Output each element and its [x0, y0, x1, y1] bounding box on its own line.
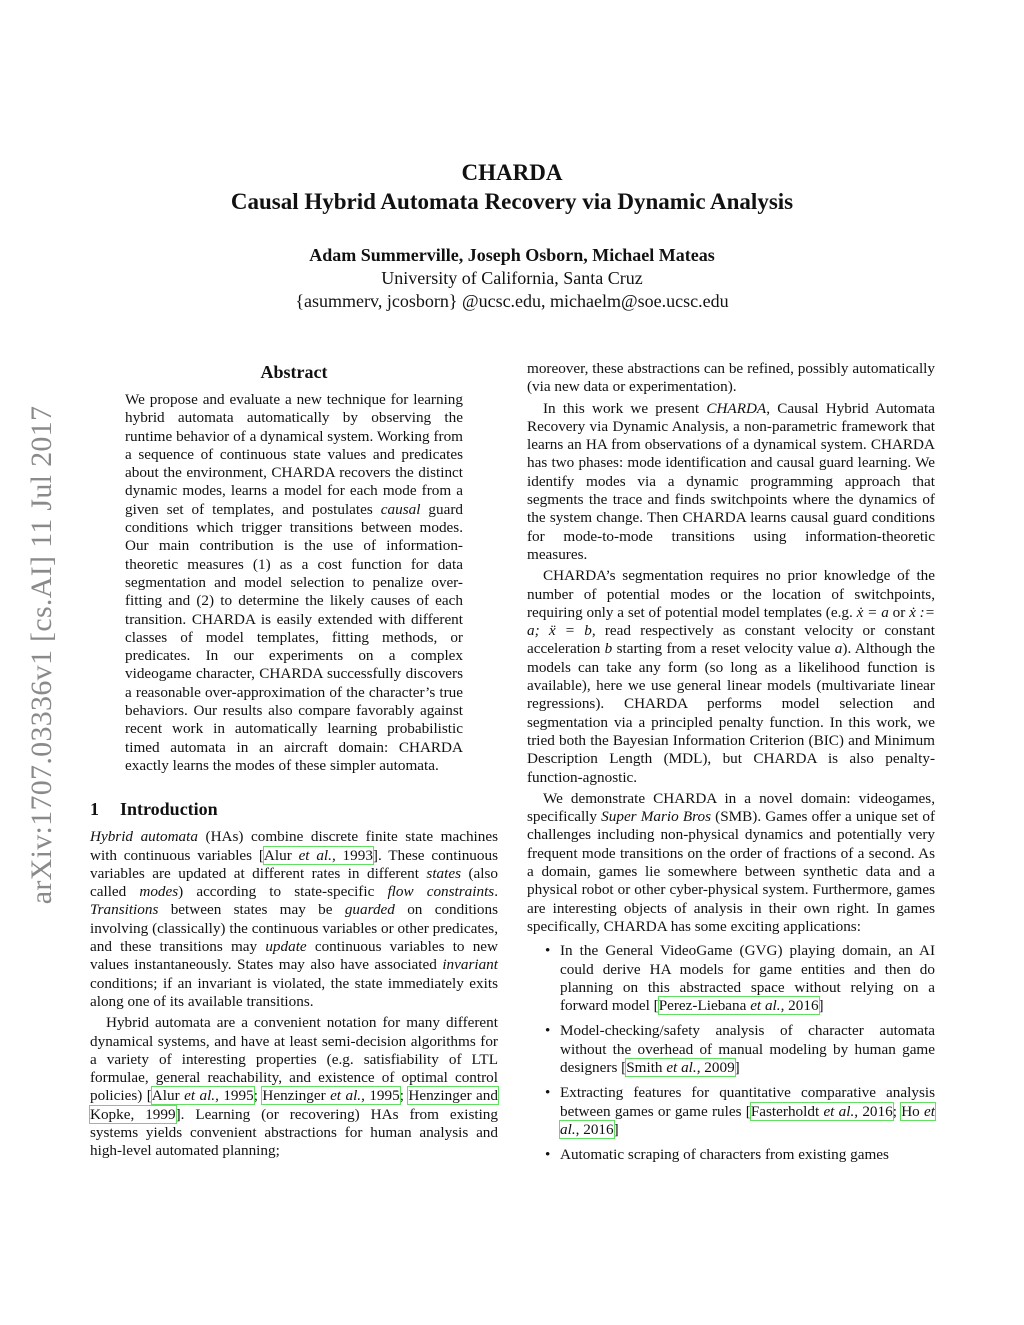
citation-author: Perez-Liebana	[658, 997, 751, 1015]
paragraph-text: Hybrid automata are a convenient notation for many different dynamical systems, and have at least semi-decision algorithms for a variety of interesting properties (e.g. satisfiability of LTL formulae, general reachability, and existence of optimal control policies) [	[90, 1014, 498, 1105]
right-paragraph-1	[527, 400, 935, 565]
paragraph-text: ]. Learning (or recovering) HAs from existing systems yields convenient abstractions for human analysis and high-level automated planning;	[90, 1105, 498, 1160]
citation-etal: et al.	[560, 1102, 935, 1138]
paragraph-text: ]. These continuous variables are updated at different rates in different	[90, 846, 498, 882]
paragraph-text: (HAs) combine discrete finite state machines with continuous variables [	[90, 828, 499, 864]
citation-etal: et al.	[184, 1087, 216, 1105]
citation-etal: et al.	[823, 1102, 855, 1120]
citation-year: , 1995	[215, 1087, 254, 1105]
applications-list	[527, 942, 935, 1164]
author-names: Adam Summerville, Joseph Osborn, Michael Mateas	[309, 245, 715, 265]
paragraph-text: In this work we present	[543, 399, 707, 417]
term-emphasis: states	[426, 864, 462, 882]
paragraph-text: , Causal Hybrid Automata Recovery via Dynamic Analysis, a non-parametric framework that learns an HA from observations of a dynamical system. CHARDA has two phases: mode identification and causal guard learning. We identify modes via a dynamic programming approach that segments the trace and finds switchpoints where the dynamics of the system change. Then CHARDA learns causal guard conditions for mode-to-mode transitions using information-theoretic measures.	[527, 399, 935, 563]
citation-separator: ;	[399, 1087, 409, 1105]
list-item-text: Extracting features for quantitative comparative analysis between games or game rules [	[560, 1084, 935, 1120]
list-item-text: ]	[818, 997, 824, 1015]
section-title: Introduction	[120, 799, 218, 820]
citation-link[interactable]	[751, 1103, 893, 1120]
title-line-1: CHARDA	[461, 160, 563, 185]
right-paragraph-3	[527, 790, 935, 936]
bullet-icon: •	[545, 942, 551, 960]
paragraph-text: starting from a reset velocity value	[612, 640, 835, 658]
paragraph-text: ) according to state-specific	[178, 883, 388, 901]
paragraph-text: CHARDA’s segmentation requires no prior knowledge of the number of potential modes or the location of switchpoints, requiring only a set of potential model templates (e.g.	[527, 567, 935, 621]
list-item	[527, 942, 935, 1015]
citation-link[interactable]: Henzinger and Kopke, 1999	[90, 1087, 498, 1123]
citation-author: Alur	[151, 1087, 185, 1105]
abstract-text-part: We propose and evaluate a new technique for learning hybrid automata automatically by observing the runtime behavior of a dynamical system. Working from a sequence of continuous state values and predicates about the environment, CHARDA recovers the distinct dynamic modes, learns a model for each mode from a given set of templates, and postulates	[125, 391, 463, 518]
paragraph-text: (also called	[90, 864, 498, 901]
intro-paragraph-1	[90, 828, 498, 1011]
list-item-text: Automatic scraping of characters from existing games	[560, 1146, 889, 1164]
section-heading-introduction	[90, 798, 498, 820]
term-emphasis: Transitions	[90, 901, 159, 919]
paragraph-text: (SMB). Games offer a unique set of challenges including non-physical dynamics and potentially very frequent mode transitions on the order of fractions of a second. As a domain, games lie somewhere between synthetic data and a physical robot or other cyber-physical system. Furthermore, games are interesting objects of analysis in their own right. In games specifically, CHARDA has some exciting applications:	[527, 808, 936, 935]
intro-paragraph-2	[90, 1014, 498, 1160]
affiliation: University of California, Santa Cruz	[381, 268, 643, 288]
citation-author: Fasterholdt	[750, 1102, 824, 1120]
citation-etal: al.	[345, 1087, 362, 1105]
term-emphasis: update	[265, 938, 307, 956]
email-line: {asummerv, jcosborn} @ucsc.edu, michaelm@soe.ucsc.edu	[295, 291, 729, 311]
right-paragraph-2	[527, 567, 935, 787]
citation-year: , 2016	[780, 997, 819, 1015]
citation-separator: ;	[253, 1087, 263, 1105]
citation-link[interactable]	[262, 1087, 399, 1104]
math-expression: a	[834, 640, 843, 658]
list-item	[527, 1146, 935, 1164]
paragraph-text: .	[494, 883, 499, 901]
abstract-text-part: guard conditions which trigger transitions between modes. Our main contribution is the use of information-theoretic measures (1) as a cost function for data segmentation and model selection to penalize over-fitting and (2) to determine the likely causes of each transition. CHARDA is easily extended with different classes of model templates, fitting methods, or predicates. In our experiments on a complex videogame character, CHARDA successfully discovers a reasonable over-approximation of the character’s true behaviors. Our results also compare favorably against recent work in automatically learning probabilistic timed automata in an aircraft domain: CHARDA exactly learns the modes of these simpler automata.	[125, 500, 463, 774]
list-item-text: ]	[734, 1058, 740, 1076]
abstract-text	[90, 391, 498, 775]
paragraph-text: on conditions involving (classically) the continuous variables or other predicates, and these transitions may	[90, 901, 499, 956]
paragraph-text: between states may be	[158, 901, 345, 919]
citation-year: , 2016	[575, 1120, 614, 1138]
citation-link[interactable]	[264, 847, 373, 864]
citation-author: Henzinger	[262, 1087, 331, 1105]
term-emphasis: Hybrid automata	[90, 828, 198, 846]
term-emphasis: Super Mario Bros	[601, 808, 711, 826]
term-emphasis: modes	[139, 883, 179, 901]
section-number: 1	[90, 799, 99, 820]
bullet-icon: •	[545, 1146, 551, 1164]
paper-title	[0, 158, 1024, 216]
paragraph-text: or	[888, 603, 910, 621]
list-item-text: ]	[613, 1120, 619, 1138]
title-line-2: Causal Hybrid Automata Recovery via Dynamic Analysis	[230, 189, 794, 214]
list-item-text: In the General VideoGame (GVG) playing domain, an AI could derive HA models for game entities and then do planning on this abstracted space without relying on a forward model [	[560, 942, 935, 1015]
paragraph-text: ). Although the models can take any form (so long as a likelihood function is available), here we use general linear models (multivariate linear regressions). CHARDA performs model selection and segmentation via a principled penalty function. In this work, we tried both the Bayesian Information Criterion (BIC) and Minimum Description Length (MDL), but CHARDA is also penalty-function-agnostic.	[527, 640, 935, 786]
author-block	[0, 244, 1024, 313]
citation-link[interactable]	[152, 1087, 254, 1104]
citation-separator: ;	[892, 1102, 902, 1120]
term-emphasis: flow constraints	[387, 883, 495, 901]
math-expression: ẋ := a; ẍ = b	[527, 603, 935, 640]
citation-etal: et	[330, 1087, 342, 1105]
math-expression: b	[604, 640, 613, 658]
paragraph-text: We demonstrate CHARDA in a novel domain: videogames, specifically	[527, 789, 935, 826]
term-emphasis: invariant	[442, 956, 498, 974]
abstract-emphasis: causal	[380, 500, 421, 518]
arxiv-identifier: arXiv:1707.03336v1 [cs.AI] 11 Jul 2017	[25, 405, 58, 905]
bullet-icon: •	[545, 1022, 551, 1040]
citation-year: , 2009	[696, 1058, 735, 1076]
citation-etal: et al.	[750, 997, 781, 1015]
math-expression: ẋ = a	[856, 603, 889, 621]
left-column	[90, 360, 498, 1161]
citation-author: Smith	[626, 1058, 667, 1076]
list-item	[527, 1022, 935, 1077]
right-paragraph-0: moreover, these abstractions can be refined, possibly automatically (via new data or experimentation).	[527, 360, 935, 396]
paragraph-text: , read respectively as constant velocity or constant acceleration	[527, 622, 935, 658]
citation-year: , 1995	[361, 1087, 400, 1105]
bullet-icon: •	[545, 1084, 551, 1102]
list-item-text: Model-checking/safety analysis of character automata without the overhead of manual modeling by human game designers [	[560, 1022, 935, 1076]
citation-author: Alur	[263, 846, 299, 864]
right-column	[527, 360, 935, 1171]
paragraph-text: continuous variables to new values instantaneously. States may also have associated	[90, 938, 498, 974]
citation-link[interactable]	[659, 997, 819, 1014]
citation-year: , 2016	[854, 1102, 893, 1120]
citation-author: Ho	[901, 1102, 925, 1120]
list-item	[527, 1084, 935, 1139]
citation-year: , 1993	[331, 846, 373, 864]
term-emphasis: guarded	[344, 901, 395, 919]
abstract-heading: Abstract	[260, 362, 328, 382]
citation-link[interactable]	[626, 1059, 734, 1076]
citation-etal: et al.	[666, 1058, 697, 1076]
term-emphasis: CHARDA	[706, 399, 767, 417]
citation-etal: et al.	[298, 846, 332, 864]
paragraph-text: conditions; if an invariant is violated, the state immediately exits along one of its available transitions.	[90, 974, 498, 1010]
